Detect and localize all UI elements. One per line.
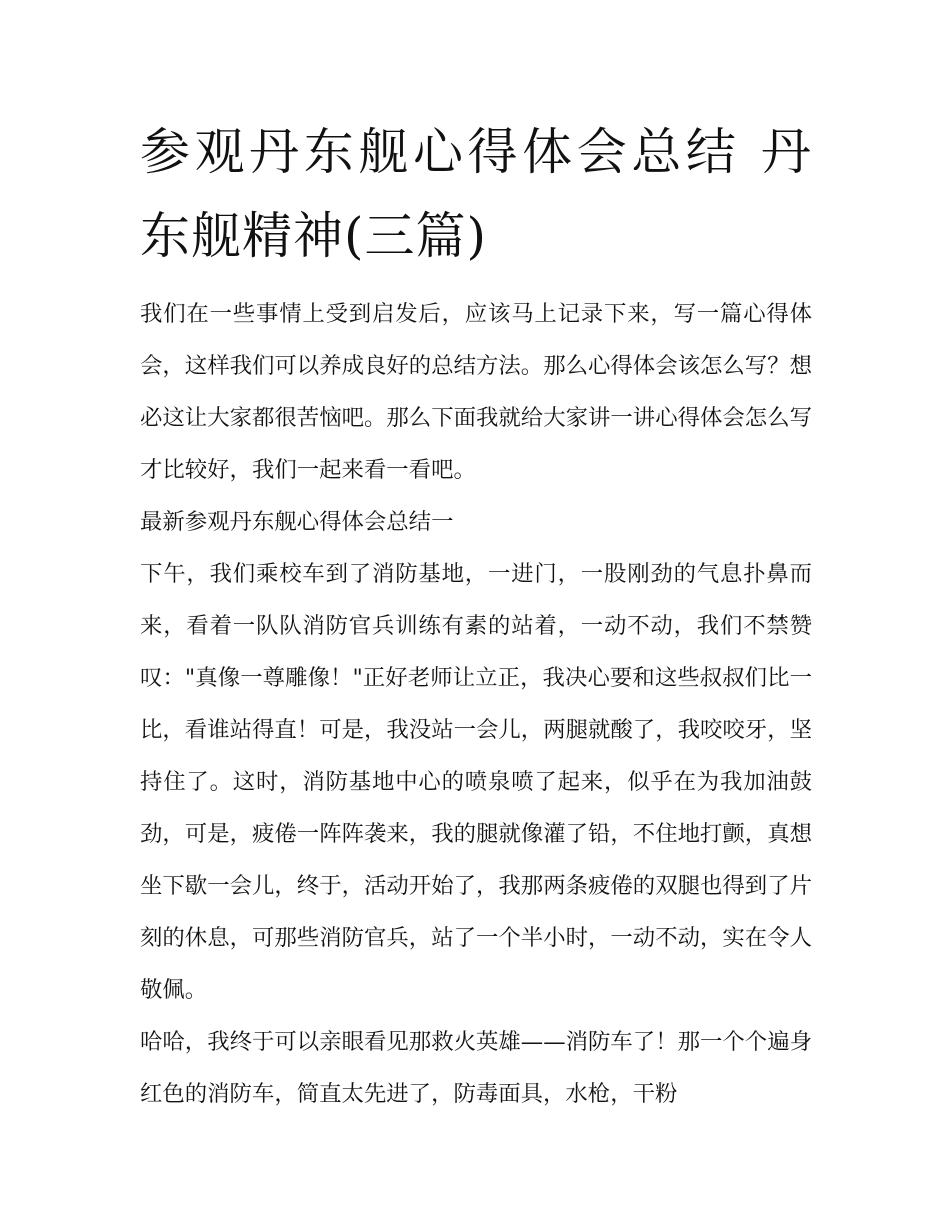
intro-paragraph: 我们在一些事情上受到启发后，应该马上记录下来，写一篇心得体会，这样我们可以养成良好的总结方法。那么心得体会该怎么写？想必这让大家都很苦恼吧。那么下面我就给大家讲一讲心得体会怎么写才比较好，我们一起来看一看吧。 [140, 301, 812, 483]
document-page [140, 110, 812, 1120]
document-body [140, 288, 812, 1120]
body-paragraph: 下午，我们乘校车到了消防基地，一进门，一股刚劲的气息扑鼻而来，看着一队队消防官兵训练有素的站着，一动不动，我们不禁赞叹："真像一尊雕像！"正好老师让立正，我决心要和这些叔叔们比一比，看谁站得直！可是，我没站一会儿，两腿就酸了，我咬咬牙，坚持住了。这时，消防基地中心的喷泉喷了起来，似乎在为我加油鼓劲，可是，疲倦一阵阵袭来，我的腿就像灌了铅，不住地打颤，真想坐下歇一会儿，终于，活动开始了，我那两条疲倦的双腿也得到了片刻的休息，可那些消防官兵，站了一个半小时，一动不动，实在令人敬佩。 [140, 561, 812, 1003]
section-heading: 最新参观丹东舰心得体会总结一 [140, 509, 454, 535]
document-title: 参观丹东舰心得体会总结 丹东舰精神(三篇) [140, 123, 812, 265]
body-paragraph: 哈哈，我终于可以亲眼看见那救火英雄——消防车了！那一个个遍身红色的消防车，简直太先进了，防毒面具，水枪，干粉 [140, 1029, 812, 1107]
